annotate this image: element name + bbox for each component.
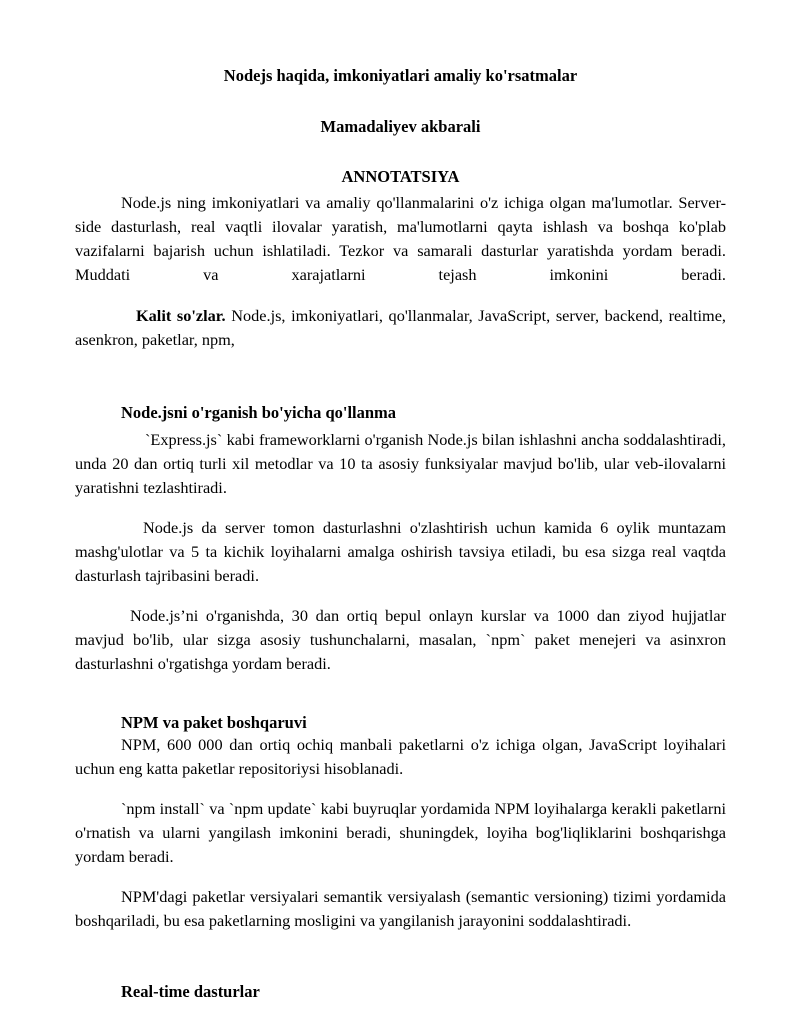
section-heading-realtime: Real-time dasturlar: [121, 982, 260, 1001]
section-2-paragraph-3: NPM'dagi paketlar versiyalari semantik versiyalash (semantic versioning) tizimi yordamida boshqariladi, bu esa paketlarning mosligini va yangilanish jarayonini soddalashtiradi.: [75, 887, 726, 930]
document-title: Nodejs haqida, imkoniyatlari amaliy ko'rsatmalar: [223, 66, 578, 85]
section-1-paragraph-2: Node.js da server tomon dasturlashni o'zlashtirish uchun kamida 6 oylik muntazam mashg'ulotlar va 5 ta kichik loyihalarni amalga oshirish tavsiya etiladi, bu esa sizga real vaqtda dasturlash tajribasini beradi.: [75, 518, 726, 585]
section-2-paragraph-2: `npm install` va `npm update` kabi buyruqlar yordamida NPM loyihalarga kerakli paketlarni o'rnatish va ularni yangilash imkonini beradi, shuningdek, loyiha bog'liqliklarini boshqarishga yordam beradi.: [75, 799, 726, 866]
abstract-paragraph: Node.js ning imkoniyatlari va amaliy qo'llanmalarini o'z ichiga olgan ma'lumotlar. Server-side dasturlash, real vaqtli ilovalar yaratish, ma'lumotlarni qayta ishlash va boshqa ko'plab vazifalarni bajarish uchun ishlatiladi. Tezkor va samarali dasturlar yaratishda yordam beradi. Muddati va xarajatlarni tejash imkonini beradi.: [75, 193, 726, 284]
abstract-heading: ANNOTATSIYA: [341, 167, 460, 186]
keywords-label: Kalit so'zlar.: [136, 306, 226, 325]
section-1-paragraph-3: Node.js’ni o'rganishda, 30 dan ortiq bepul onlayn kurslar va 1000 dan ziyod hujjatlar mavjud bo'lib, ular sizga asosiy tushunchalarni, masalan, `npm` paket menejeri va asinxron dasturlashni o'rgatishga yordam beradi.: [75, 606, 726, 673]
section-2-paragraph-1: NPM, 600 000 dan ortiq ochiq manbali paketlarni o'z ichiga olgan, JavaScript loyihalari uchun eng katta paketlar repositoriysi hisoblanadi.: [75, 735, 726, 778]
section-heading-nodejs-guide: Node.jsni o'rganish bo'yicha qo'llanma: [121, 403, 397, 422]
keywords-paragraph: [75, 304, 726, 352]
document-author: Mamadaliyev akbarali: [320, 117, 481, 136]
section-heading-npm: NPM va paket boshqaruvi: [121, 713, 307, 732]
section-1-paragraph-1: `Express.js` kabi frameworklarni o'rganish Node.js bilan ishlashni ancha soddalashtiradi, unda 20 dan ortiq turli xil metodlar va 10 ta asosiy funksiyalar mavjud bo'lib, ular veb-ilovalarni yaratishni tezlashtiradi.: [75, 430, 726, 497]
keywords-text: Node.js, imkoniyatlari, qo'llanmalar, JavaScript, server, backend, realtime, asenkron, paketlar, npm,: [75, 306, 726, 349]
